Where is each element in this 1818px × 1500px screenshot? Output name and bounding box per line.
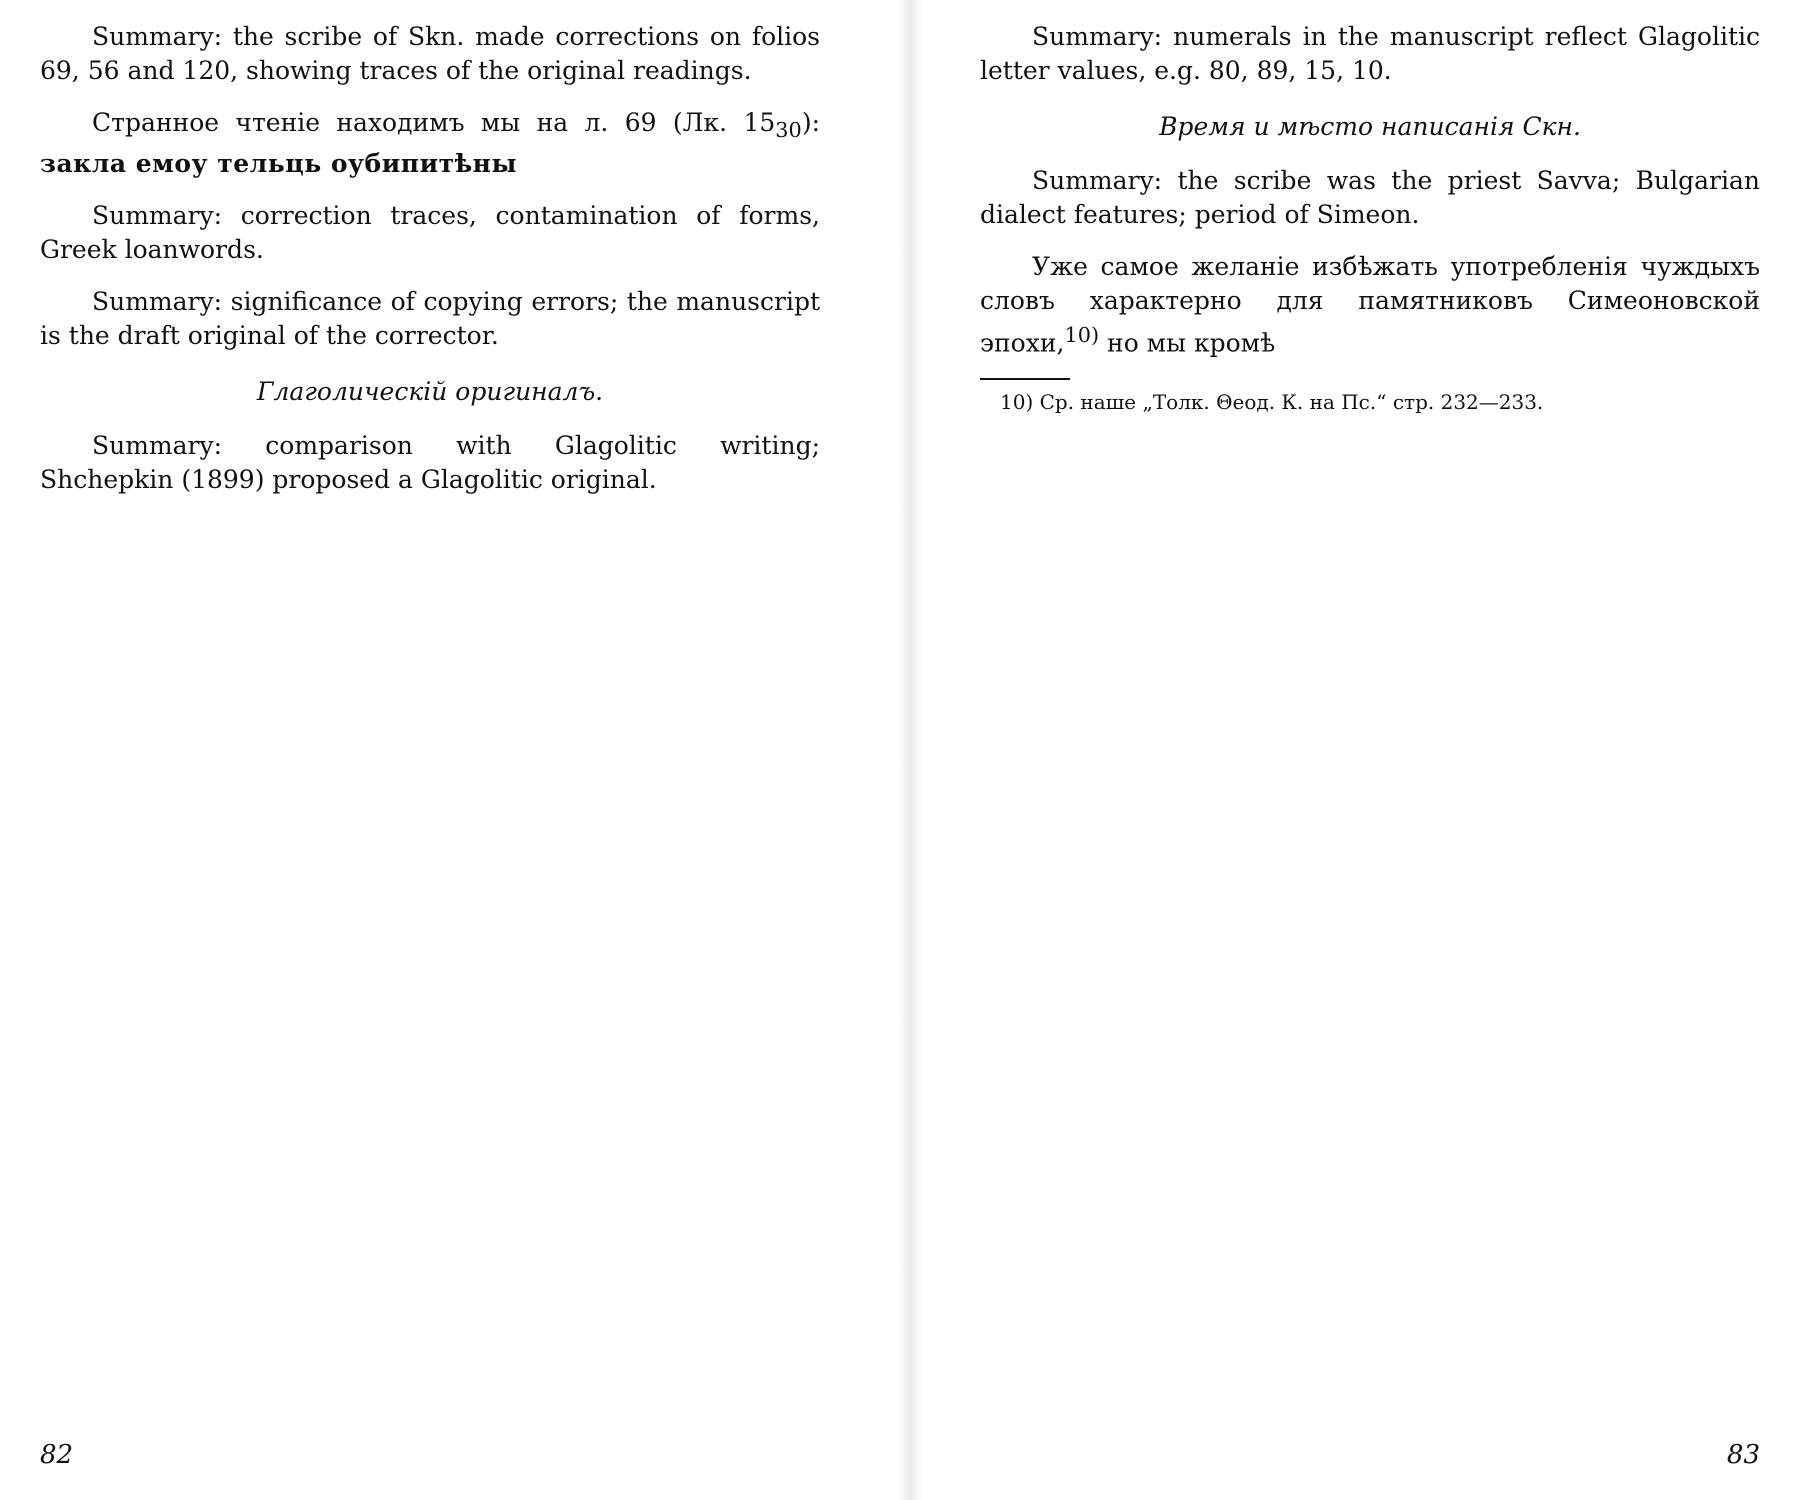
footnote-10: 10) Ср. наше „Толк. Θеод. К. на Пс.“ стр. 232—233. [1000,390,1544,415]
right-summary-3-text: Уже самое желаніе избѣжать употребленія чуждыхъ словъ характерно для памятниковъ Симеоновской эпохи, [980,252,1760,358]
right-page [980,20,1760,1480]
right-summary-2: Summary: the scribe was the priest Savva; Bulgarian dialect features; period of Simeon. [980,166,1760,229]
book-gutter [898,0,922,1500]
left-summary-1: Summary: correction traces, contamination of forms, Greek loanwords. [40,201,820,264]
left-summary-2: Summary: significance of copying errors; the manuscript is the draft original of the corrector. [40,287,820,350]
right-summary-3-end: но мы кромѣ [1099,328,1276,358]
page-number-left: 82 [40,1440,74,1470]
left-summary-3: Summary: comparison with Glagolitic writing; Shchepkin (1899) proposed a Glagolitic original. [40,431,820,494]
right-summary-3 [980,250,1760,360]
footnote-rule [980,378,1070,380]
left-intro: Summary: the scribe of Skn. made corrections on folios 69, 56 and 120, showing traces of the original readings. [40,22,820,85]
left-quote-1-prefix: Странное чтеніе находимъ мы на л. 69 (Лк. 15 [92,108,776,137]
right-heading: Время и мѣсто написанія Скн. [1159,112,1581,141]
left-quote-1-suffix: ): [801,108,820,137]
left-quote-1 [40,106,820,181]
left-heading: Глаголическій оригиналъ. [256,377,604,406]
left-quote-1-church: закла емоу тельць оубипитѣны [40,149,518,178]
right-summary-1: Summary: numerals in the manuscript reflect Glagolitic letter values, e.g. 80, 89, 15, 10. [980,22,1760,85]
page-number-right: 83 [1726,1440,1760,1470]
left-quote-1-sub: 30 [775,118,802,142]
footnote-marker: 10) [1064,323,1100,347]
left-page [40,20,820,1480]
